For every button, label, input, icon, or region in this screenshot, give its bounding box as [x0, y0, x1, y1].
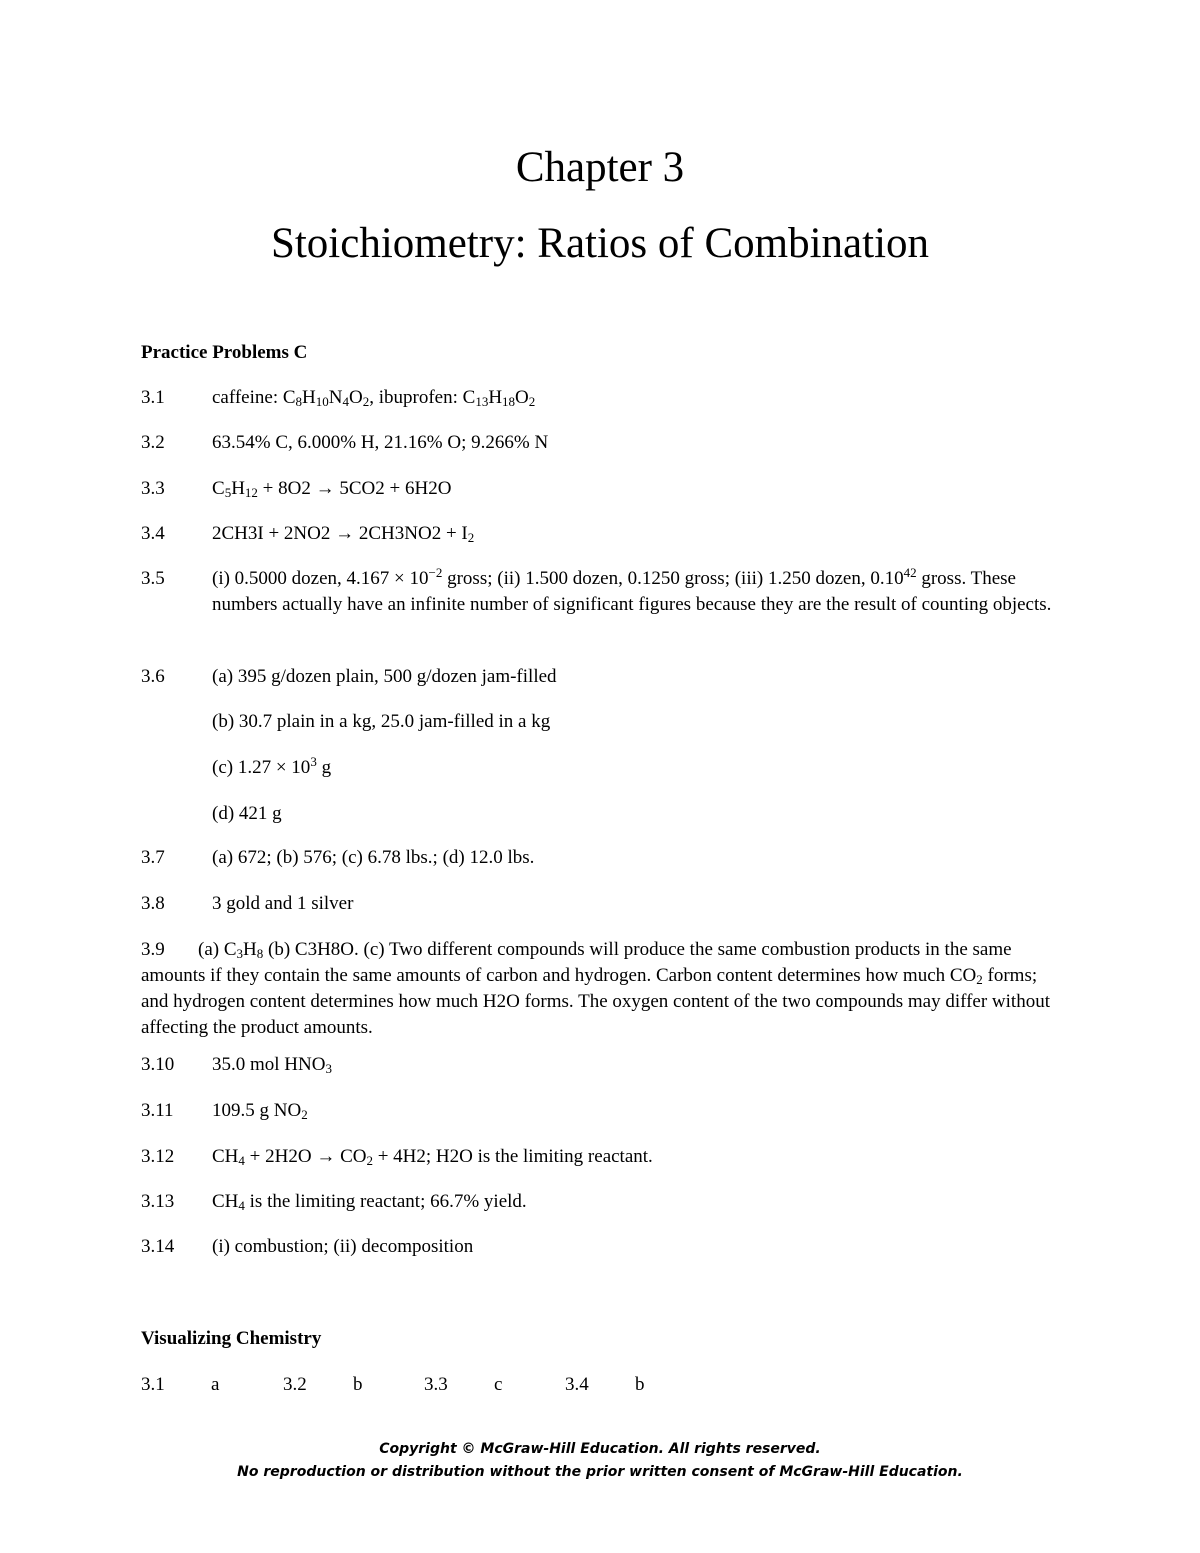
- answer-number: 3.14: [141, 1236, 175, 1257]
- answer-text: $C_5H_{12} + 8O2 \to 5CO2 + 6H2O$: [212, 478, 452, 500]
- answer-text: (i) combustion; (ii) decomposition: [212, 1236, 474, 1257]
- vc-number: 3.2: [283, 1374, 307, 1395]
- vc-number: 3.3: [424, 1374, 448, 1395]
- copyright-notice: Copyright © McGraw-Hill Education. All rights reserved.: [379, 1441, 821, 1457]
- answer-number: 3.5: [141, 568, 165, 589]
- answer-text: (d) 421 g: [212, 803, 282, 824]
- answer-text: (a) 672; (b) 576; (c) 6.78 lbs.; (d) 12.0 lbs.: [212, 847, 535, 868]
- practice-problems-heading: Practice Problems C: [141, 342, 308, 363]
- answer-text: 109.5 g $NO_2$: [212, 1100, 308, 1122]
- answer-number: 3.10: [141, 1054, 175, 1075]
- answer-number: 3.2: [141, 432, 165, 453]
- visualizing-chemistry-heading: Visualizing Chemistry: [141, 1328, 322, 1349]
- answer-3-9: [141, 937, 1056, 1041]
- answer-text: (a) 395 g/dozen plain, 500 g/dozen jam-filled: [212, 666, 557, 687]
- chapter-title: Chapter 3: [515, 144, 685, 191]
- answer-number: 3.6: [141, 666, 165, 687]
- vc-answer: c: [494, 1374, 503, 1395]
- answer-number: 3.1: [141, 387, 165, 408]
- answer-text: (c) $1.27 \times 10^3$ g: [212, 754, 332, 778]
- chapter-subtitle: Stoichiometry: Ratios of Combination: [270, 220, 930, 267]
- reproduction-notice: No reproduction or distribution without the prior written consent of McGraw-Hill Education.: [237, 1464, 963, 1480]
- vc-answer: a: [211, 1374, 220, 1395]
- answer-text: caffeine: $C_8H_{10}N_4O_2$, ibuprofen: $C_{13}H_{18}O_2$: [212, 387, 536, 409]
- answer-number: 3.12: [141, 1146, 175, 1167]
- answer-text: (a) $C_3H_8$ (b) C3H8O. (c) Two different compounds will produce the same combustion products in the same amounts if they contain the same amounts of carbon and hydrogen. Carbon content determines how much $CO_2$ forms; and hydrogen content determines how much H2O forms. The oxygen content of the two compounds may differ without affecting the product amounts.: [141, 939, 1050, 1038]
- answer-number: 3.13: [141, 1191, 175, 1212]
- vc-number: 3.1: [141, 1374, 165, 1395]
- answer-number: 3.9: [141, 939, 165, 960]
- answer-number: 3.4: [141, 523, 165, 544]
- vc-answer: b: [353, 1374, 363, 1395]
- answer-text: (i) 0.5000 dozen, $4.167 \times 10^{-2}$ gross; (ii) 1.500 dozen, 0.1250 gross; (iii) 1.250 dozen, 0.10$^{42}$ gross. These numbers actually have an infinite number of significant figures because they are the result of counting objects.: [212, 565, 1052, 615]
- answer-text: 63.54% C, 6.000% H, 21.16% O; 9.266% N: [212, 432, 549, 453]
- answer-number: 3.3: [141, 478, 165, 499]
- vc-number: 3.4: [565, 1374, 589, 1395]
- answer-text: 3 gold and 1 silver: [212, 893, 354, 914]
- vc-answer: b: [635, 1374, 645, 1395]
- answer-text: $CH_4$ is the limiting reactant; 66.7% yield.: [212, 1191, 527, 1213]
- answer-text: 35.0 mol $HNO_3$: [212, 1054, 332, 1076]
- answer-number: 3.11: [141, 1100, 174, 1121]
- answer-text: $2CH3I + 2NO2 \to 2CH3NO2 + I_2$: [212, 523, 475, 545]
- answer-text: $CH_4 + 2H2O \to CO_2 + 4H2$; H2O is the limiting reactant.: [212, 1146, 653, 1168]
- answer-number: 3.8: [141, 893, 165, 914]
- answer-number: 3.7: [141, 847, 165, 868]
- answer-text: (b) 30.7 plain in a kg, 25.0 jam-filled in a kg: [212, 711, 551, 732]
